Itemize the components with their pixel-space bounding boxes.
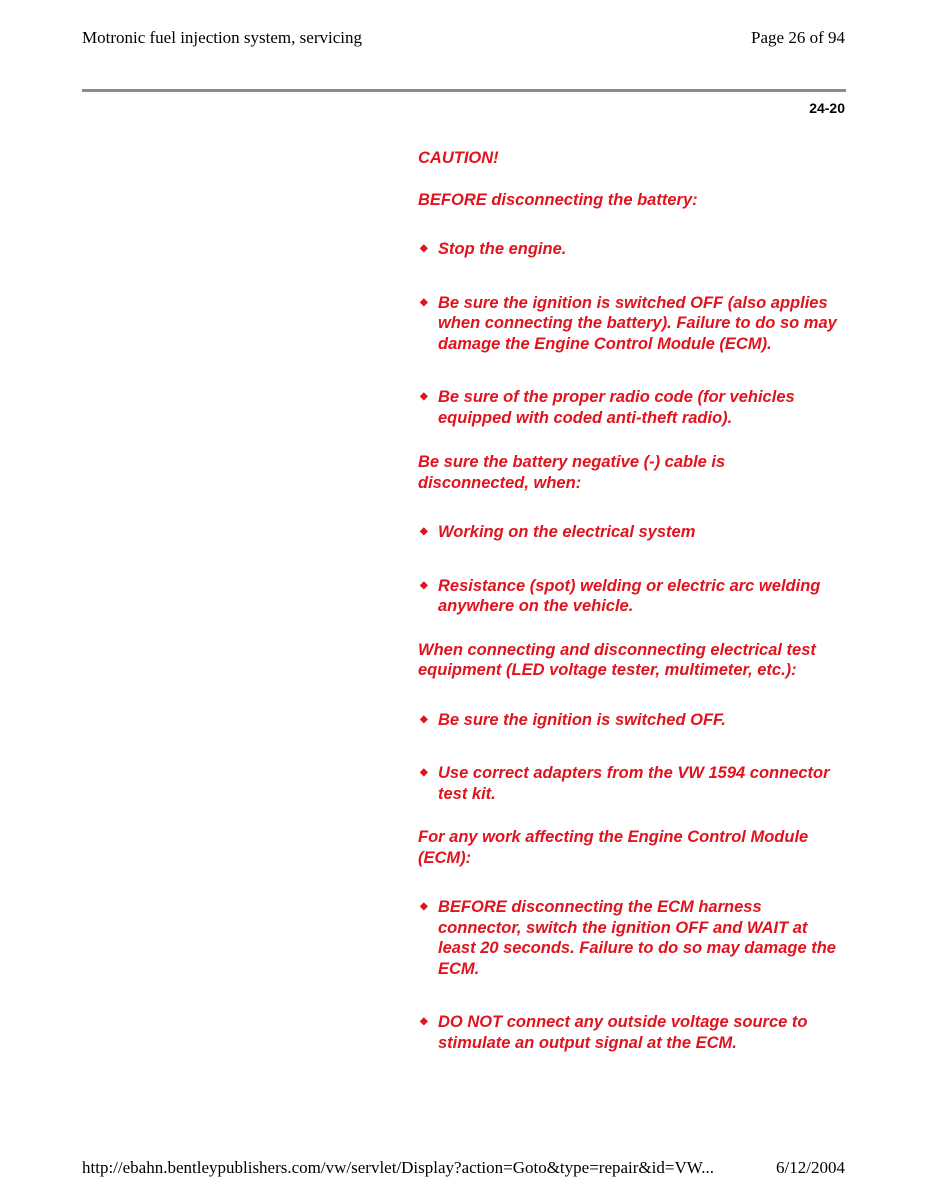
bullet-text: Use correct adapters from the VW 1594 connector test kit. xyxy=(438,764,830,803)
bullet-text: Be sure of the proper radio code (for vehicles equipped with coded anti-theft radio). xyxy=(438,388,795,427)
footer-url: http://ebahn.bentleypublishers.com/vw/servlet/Display?action=Goto&type=repair&id=VW... xyxy=(82,1158,714,1177)
bullet-item xyxy=(418,710,838,731)
before-battery-text: BEFORE disconnecting the battery: xyxy=(418,190,698,209)
diamond-bullet-icon: ◆ xyxy=(420,579,428,591)
diamond-bullet-icon: ◆ xyxy=(420,391,428,402)
bullet-item xyxy=(418,522,838,543)
header-rule xyxy=(82,89,846,92)
bullet-item xyxy=(418,1012,838,1053)
diamond-bullet-icon: ◆ xyxy=(420,713,428,725)
bullet-text: Resistance (spot) welding or electric arc welding anywhere on the vehicle. xyxy=(438,576,821,615)
diamond-bullet-icon: ◆ xyxy=(420,243,428,254)
bullet-item xyxy=(418,293,838,355)
ecm-work-text: For any work affecting the Engine Control Module (ECM): xyxy=(418,828,809,867)
bullet-text: BEFORE disconnecting the ECM harness connector, switch the ignition OFF and WAIT at least 20 seconds. Failure to do so may damage the ECM. xyxy=(438,898,836,978)
negative-cable-text: Be sure the battery negative (-) cable is disconnected, when: xyxy=(418,453,726,492)
caution-heading: CAUTION! xyxy=(418,149,499,167)
bullet-item xyxy=(418,239,838,260)
bullet-text: DO NOT connect any outside voltage source to stimulate an output signal at the ECM. xyxy=(438,1013,808,1052)
bullet-text: Stop the engine. xyxy=(438,240,567,258)
bullet-text: Working on the electrical system xyxy=(438,523,696,541)
bullet-item xyxy=(418,763,838,804)
diamond-bullet-icon: ◆ xyxy=(420,901,428,912)
diamond-bullet-icon: ◆ xyxy=(420,526,428,537)
page-header-title: Motronic fuel injection system, servicing xyxy=(82,28,362,47)
diamond-bullet-icon: ◆ xyxy=(420,296,428,308)
bullet-text: Be sure the ignition is switched OFF (also applies when connecting the battery). Failure to do so may damage the Engine Control Module (ECM). xyxy=(438,293,837,353)
bullet-text: Be sure the ignition is switched OFF. xyxy=(438,710,726,729)
content-column xyxy=(418,148,838,1053)
page-number: Page 26 of 94 xyxy=(751,28,845,47)
bullet-item xyxy=(418,387,838,428)
diamond-bullet-icon: ◆ xyxy=(420,767,428,778)
diamond-bullet-icon: ◆ xyxy=(420,1016,428,1027)
bullet-item xyxy=(418,576,838,617)
test-equipment-text: When connecting and disconnecting electrical test equipment (LED voltage tester, multimeter, etc.): xyxy=(418,640,816,679)
section-number: 24-20 xyxy=(809,100,845,116)
bullet-item xyxy=(418,897,838,979)
footer-date: 6/12/2004 xyxy=(776,1158,845,1177)
